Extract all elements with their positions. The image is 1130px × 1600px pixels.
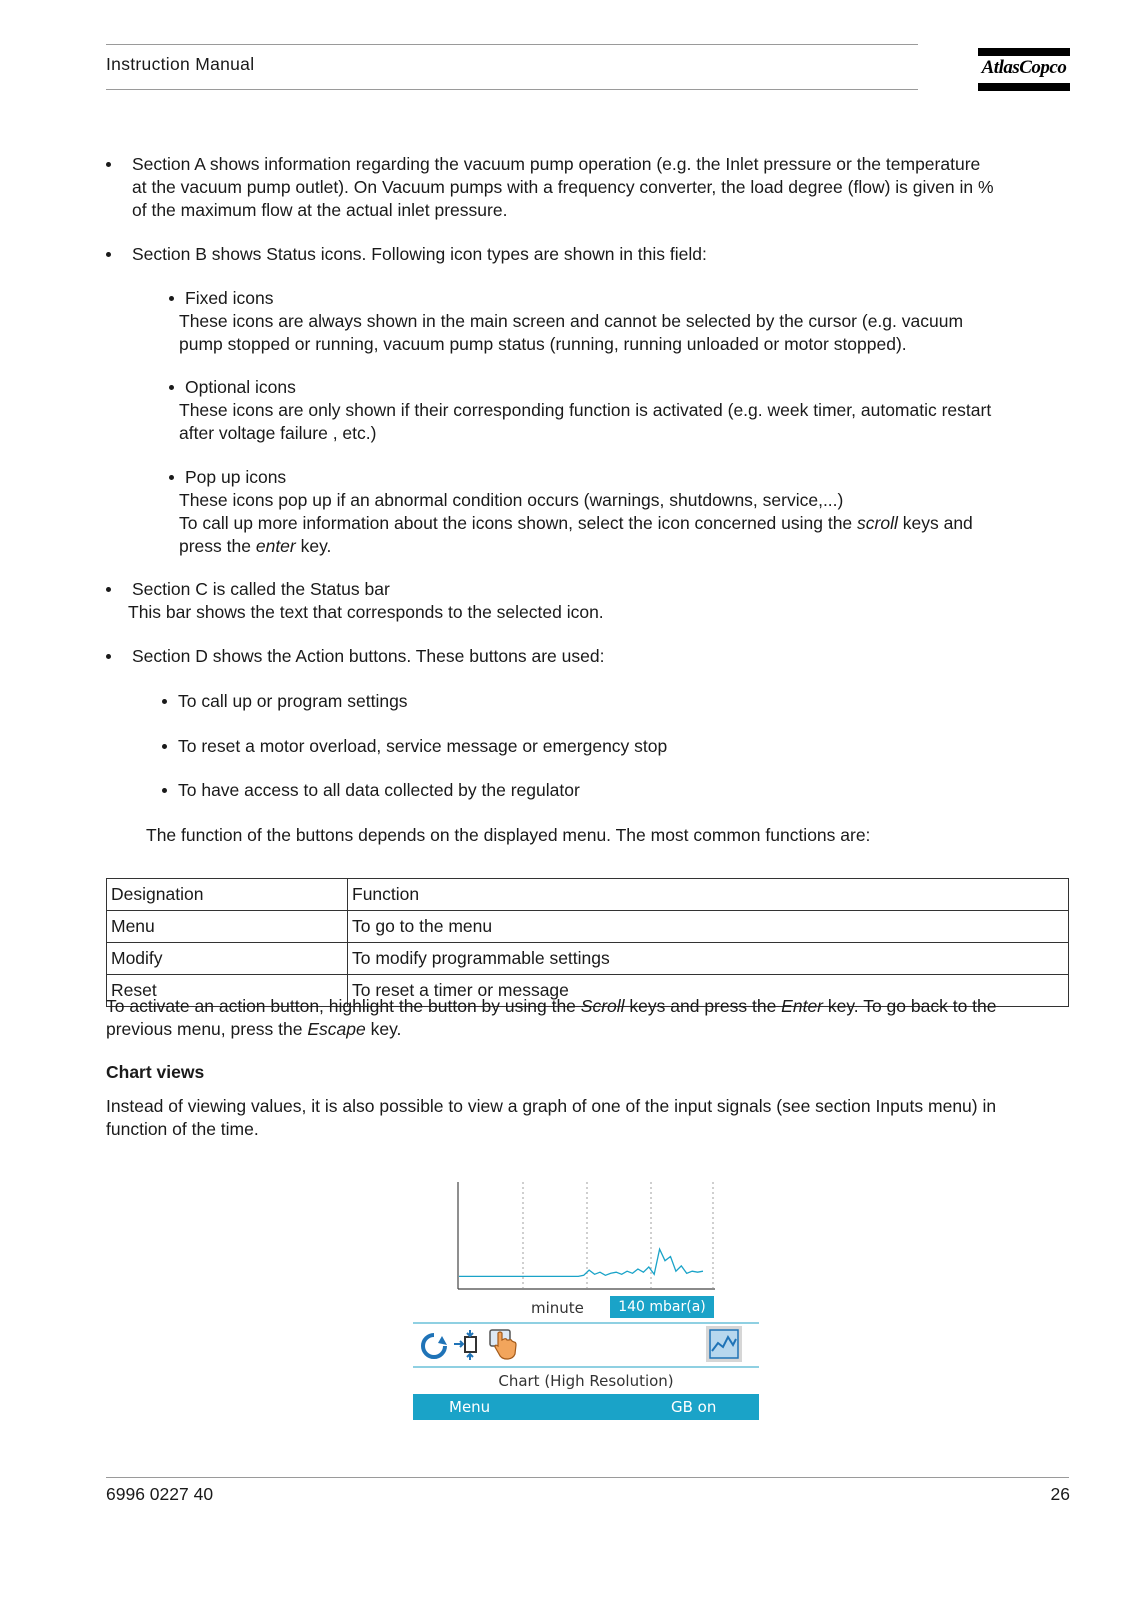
- bullet-fixed-icons: [169, 296, 174, 301]
- fixed-icons-title: Fixed icons: [185, 288, 274, 308]
- bullet-section-d: [106, 654, 111, 659]
- x-unit-label: minute: [531, 1299, 584, 1317]
- value-readout: 140 mbar(a): [610, 1296, 714, 1318]
- section-a-text: Section A shows information regarding the vacuum pump operation (e.g. the Inlet pressure or the temperature at the vacuum pump outlet). On Vacuum pumps with a frequency converter, the load degree (flow) is given in % of the maximum flow at the actual inlet pressure.: [132, 154, 994, 220]
- table-header-cell: Designation: [107, 879, 348, 911]
- footer-rule: [106, 1477, 1069, 1478]
- table-cell: Modify: [107, 943, 348, 975]
- activate-text: To activate an action button, highlight the button by using the Scroll keys and press the Enter key. To go back to the previous menu, press the Escape key.: [106, 996, 997, 1039]
- table-cell: Menu: [107, 911, 348, 943]
- chart-views-text: Instead of viewing values, it is also possible to view a graph of one of the input signals (see section Inputs menu) in function of the time.: [106, 1096, 997, 1139]
- header-title: Instruction Manual: [106, 54, 255, 74]
- bullet-section-a: [106, 162, 111, 167]
- section-c-text: This bar shows the text that corresponds to the selected icon.: [128, 602, 604, 622]
- bullet-section-c: [106, 587, 111, 592]
- document-number: 6996 0227 40: [106, 1484, 214, 1504]
- bullet-d-item-2: [162, 744, 167, 749]
- section-d-item: To call up or program settings: [178, 691, 408, 711]
- popup-icons-text: These icons pop up if an abnormal condition occurs (warnings, shutdowns, service,...) To call up more information about the icons shown, select the icon concerned using the scroll keys and press the enter key.: [179, 490, 973, 556]
- controller-screen: [413, 1182, 759, 1418]
- icon-bar-bottom-rule: [413, 1366, 759, 1368]
- header-top-rule: [106, 44, 918, 45]
- table-row: [107, 943, 1069, 975]
- table-cell: To go to the menu: [348, 911, 1069, 943]
- optional-icons-title: Optional icons: [185, 377, 296, 397]
- chart-icon-frame[interactable]: [706, 1326, 742, 1362]
- bullet-popup-icons: [169, 475, 174, 480]
- table-row: [107, 911, 1069, 943]
- table-cell: Reset: [107, 975, 348, 1007]
- signal-line: [459, 1249, 703, 1276]
- bullet-d-item-3: [162, 788, 167, 793]
- bullet-d-item-1: [162, 699, 167, 704]
- section-d-intro: Section D shows the Action buttons. These buttons are used:: [132, 646, 605, 666]
- hand-touch-icon[interactable]: [489, 1328, 521, 1362]
- menu-button[interactable]: Menu: [449, 1398, 491, 1416]
- section-b-intro: Section B shows Status icons. Following icon types are shown in this field:: [132, 244, 707, 264]
- action-buttons-bar: [413, 1394, 759, 1420]
- signal-chart: [413, 1182, 759, 1302]
- table-cell: To modify programmable settings: [348, 943, 1069, 975]
- section-d-item: To reset a motor overload, service message or emergency stop: [178, 736, 668, 756]
- bullet-optional-icons: [169, 385, 174, 390]
- service-exchange-icon[interactable]: [453, 1329, 485, 1361]
- function-intro: The function of the buttons depends on the displayed menu. The most common functions are:: [146, 825, 871, 845]
- table-cell: To reset a timer or message: [348, 975, 1069, 1007]
- status-icons-row: [413, 1324, 759, 1366]
- chart-views-heading: Chart views: [106, 1062, 205, 1082]
- chart-icon: [709, 1329, 739, 1359]
- section-c-title: Section C is called the Status bar: [132, 579, 390, 599]
- section-d-item: To have access to all data collected by the regulator: [178, 780, 580, 800]
- header-bottom-rule: [106, 89, 918, 90]
- popup-icons-title: Pop up icons: [185, 467, 287, 487]
- status-bar-text: Chart (High Resolution): [498, 1372, 674, 1390]
- fixed-icons-text: These icons are always shown in the main screen and cannot be selected by the cursor (e.g. vacuum pump stopped or running, vacuum pump status (running, running unloaded or motor stopped).: [179, 311, 964, 354]
- refresh-icon[interactable]: [420, 1332, 448, 1360]
- bullet-section-b: [106, 252, 111, 257]
- page-number: 26: [1050, 1484, 1070, 1504]
- table-header-row: [107, 879, 1069, 911]
- optional-icons-text: These icons are only shown if their corresponding function is activated (e.g. week timer, automatic restart after voltage failure , etc.): [179, 400, 992, 443]
- table-header-cell: Function: [348, 879, 1069, 911]
- gb-on-button[interactable]: GB on: [671, 1398, 717, 1416]
- button-functions-table: [106, 878, 1069, 1007]
